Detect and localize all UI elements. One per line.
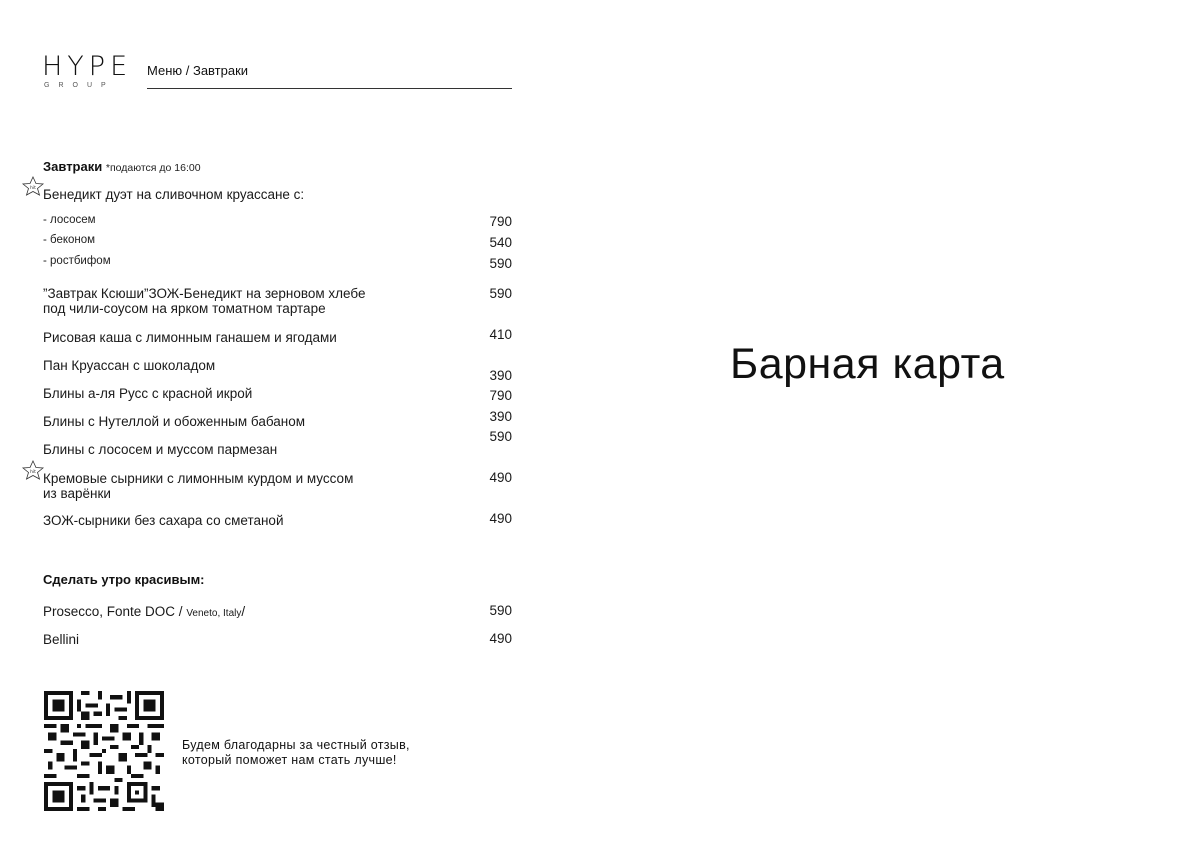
- review-line2: который поможет нам стать лучше!: [182, 753, 397, 767]
- prosecco-name: Prosecco, Fonte DOC /: [43, 604, 187, 619]
- price-blini-salmon: 590: [489, 429, 512, 444]
- prosecco-tail: /: [241, 604, 246, 619]
- section-title-morning: Сделать утро красивым:: [43, 572, 205, 587]
- review-message: [182, 738, 410, 768]
- menu-item-prosecco: [43, 604, 245, 621]
- price-rice-porridge: 410: [489, 327, 512, 342]
- menu-item-bellini: Bellini: [43, 632, 80, 647]
- section-title-breakfast: [43, 159, 201, 174]
- price-healthy-syrniki: 490: [489, 511, 512, 526]
- menu-item-name-line1: Кремовые сырники с лимонным курдом и муссом: [43, 471, 354, 486]
- price-benedict-salmon: 790: [489, 214, 512, 229]
- star-icon: [21, 176, 45, 196]
- benedict-option-bacon: - беконом: [43, 234, 96, 246]
- menu-item-blini-nutella: Блины с Нутеллой и обоженным бабаном: [43, 414, 306, 429]
- qr-code[interactable]: [44, 691, 164, 811]
- menu-item-syrniki-lemon: [43, 471, 353, 501]
- price-syrniki-lemon: 490: [489, 470, 512, 485]
- logo-subtitle: GROUP: [44, 82, 115, 89]
- price-bellini: 490: [489, 631, 512, 646]
- price-benedict-roastbeef: 590: [489, 256, 512, 271]
- breadcrumb[interactable]: Меню / Завтраки: [147, 63, 249, 78]
- logo-wordmark: HYPE: [42, 51, 133, 82]
- menu-item-name-line2: под чили-соусом на ярком томатном тартаре: [43, 301, 326, 316]
- benedict-option-salmon: - лососем: [43, 214, 96, 226]
- prosecco-region: Veneto, Italy: [186, 608, 242, 619]
- benedict-option-roastbeef: - ростбифом: [43, 255, 111, 267]
- menu-item-ksyusha-breakfast: [43, 286, 365, 316]
- menu-item-blini-caviar: Блины а-ля Русс с красной икрой: [43, 386, 253, 401]
- breakfast-title: Завтраки: [43, 159, 103, 174]
- price-blini-caviar: 790: [489, 388, 512, 403]
- menu-item-name-line1: ”Завтрак Ксюши”ЗОЖ-Бенедикт на зерновом хлебе: [43, 286, 366, 301]
- breakfast-note: *подаются до 16:00: [105, 162, 201, 174]
- star-icon: [21, 460, 45, 480]
- menu-item-blini-salmon: Блины с лососем и муссом пармезан: [43, 442, 278, 457]
- menu-item-benedict: Бенедикт дуэт на сливочном круассане с:: [43, 187, 305, 202]
- menu-item-healthy-syrniki: ЗОЖ-сырники без сахара со сметаной: [43, 513, 284, 528]
- svg-text:hit: hit: [30, 470, 36, 475]
- menu-item-pain-croissant: Пан Круассан с шоколадом: [43, 358, 216, 373]
- price-pain-croissant: 390: [489, 368, 512, 383]
- header-divider: [147, 88, 512, 89]
- bar-menu-title[interactable]: Барная карта: [730, 340, 1005, 388]
- menu-item-name-line2: из варёнки: [43, 486, 111, 501]
- price-ksyusha-breakfast: 590: [489, 286, 512, 301]
- brand-logo: [42, 52, 134, 92]
- svg-text:hit: hit: [30, 186, 36, 191]
- price-blini-nutella: 390: [489, 409, 512, 424]
- price-prosecco: 590: [489, 603, 512, 618]
- review-line1: Будем благодарны за честный отзыв,: [182, 738, 410, 752]
- menu-item-rice-porridge: Рисовая каша с лимонным ганашем и ягодами: [43, 330, 337, 345]
- price-benedict-bacon: 540: [489, 235, 512, 250]
